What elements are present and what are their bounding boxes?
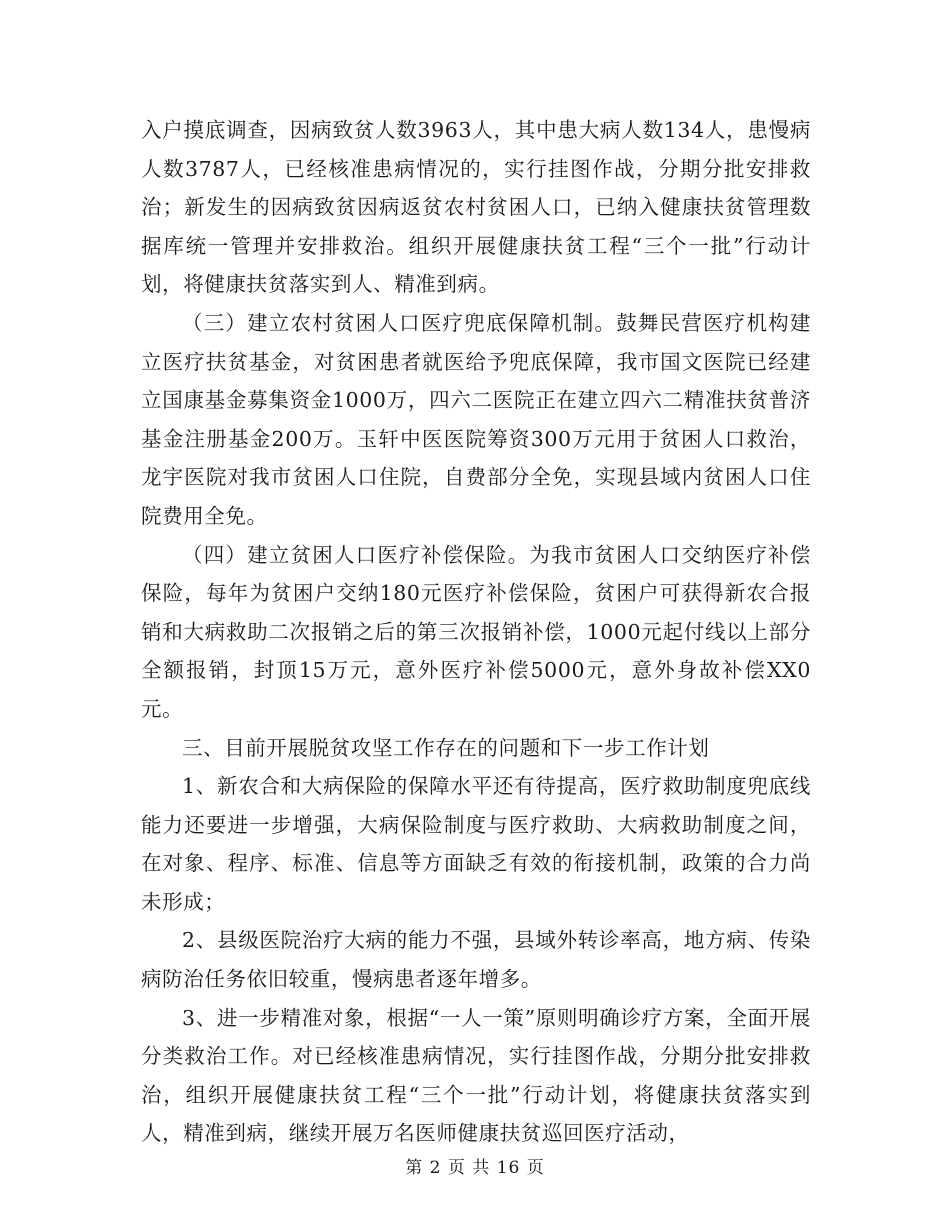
paragraph-continuation: 入户摸底调查，因病致贫人数3963人，其中患大病人数134人，患慢病人数3787人，已经核准患病情况的，实行挂图作战，分期分批安排救治；新发生的因病致贫因病返贫农村贫困人口，已纳入健康扶贫管理数据库统一管理并安排救治。组织开展健康扶贫工程“三个一批”行动计划，将健康扶贫落实到人、精准到病。	[141, 118, 811, 297]
paragraph-section-4: （四）建立贫困人口医疗补偿保险。为我市贫困人口交纳医疗补偿保险，每年为贫困户交纳180元医疗补偿保险，贫困户可获得新农合报销和大病救助二次报销之后的第三次报销补偿，1000元起付线以上部分全额报销，封顶15万元，意外医疗补偿5000元，意外身故补偿XX0元。	[141, 542, 811, 721]
page-number-footer: 第 2 页 共 16 页	[405, 1158, 545, 1178]
paragraph-item-1: 1、新农合和大病保险的保障水平还有待提高，医疗救助制度兜底线能力还要进一步增强，大病保险制度与医疗救助、大病救助制度之间，在对象、程序、标准、信息等方面缺乏有效的衔接机制，政策的合力尚未形成；	[141, 774, 811, 914]
paragraph-item-3: 3、进一步精准对象，根据“一人一策”原则明确诊疗方案，全面开展分类救治工作。对已经核准患病情况，实行挂图作战，分期分批安排救治，组织开展健康扶贫工程“三个一批”行动计划，将健康扶贫落实到人，精准到病，继续开展万名医师健康扶贫巡回医疗活动，	[141, 1005, 811, 1146]
paragraph-section-3: （三）建立农村贫困人口医疗兜底保障机制。鼓舞民营医疗机构建立医疗扶贫基金，对贫困患者就医给予兜底保障，我市国文医院已经建立国康基金募集资金1000万，四六二医院正在建立四六二精准扶贫普济基金注册基金200万。玉轩中医医院筹资300万元用于贫困人口救治，龙宇医院对我市贫困人口住院，自费部分全免，实现县域内贫困人口住院费用全免。	[141, 310, 811, 528]
document-body	[141, 111, 811, 1153]
section-heading-problems-plan: 三、目前开展脱贫攻坚工作存在的问题和下一步工作计划	[182, 735, 710, 760]
paragraph-item-2: 2、县级医院治疗大病的能力不强，县域外转诊率高，地方病、传染病防治任务依旧较重，慢病患者逐年增多。	[141, 928, 811, 992]
